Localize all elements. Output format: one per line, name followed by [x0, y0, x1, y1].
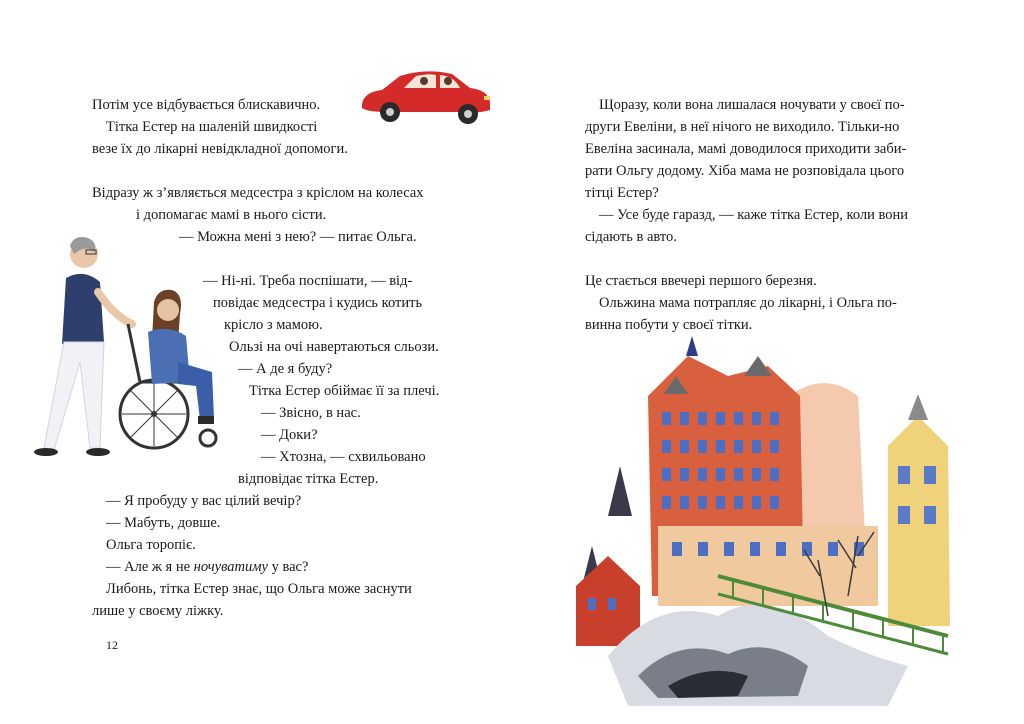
- text-line: Відразу ж з’являється медсестра з кріслом на колесах: [92, 185, 424, 201]
- text-line: Це стається ввечері першого березня.: [585, 273, 817, 289]
- nurse-wheelchair-illustration: [28, 232, 228, 460]
- text-line: — Доки?: [261, 427, 318, 443]
- text-line: Ольга торопіє.: [106, 537, 196, 553]
- text-line: — А де я буду?: [238, 361, 333, 377]
- text-line: рати Ольгу додому. Хіба мама не розповідала цього: [585, 163, 905, 179]
- text-line: — Я пробуду у вас цілий вечір?: [106, 493, 302, 509]
- text-line: Тітка Естер на шаленій швидкості: [106, 119, 318, 135]
- text-line: Ользі на очі навертаються сльози.: [229, 339, 439, 355]
- text-line: повідає медсестра і кудись котить: [213, 295, 423, 311]
- text-line: други Евеліни, в неї нічого не виходило. Тільки-но: [585, 119, 900, 135]
- text-line: і допомагає мамі в нього сісти.: [136, 207, 327, 223]
- text-line: Тітка Естер обіймає її за плечі.: [249, 383, 440, 399]
- text-line: лише у своєму ліжку.: [92, 603, 224, 619]
- right-page: [512, 0, 1024, 724]
- text-line: сідають в авто.: [585, 229, 677, 245]
- text-line: Ольжина мама потрапляє до лікарні, і Ольга по-: [599, 295, 897, 311]
- emphasis-word: ночуватиму: [193, 559, 268, 575]
- text-line: Евеліна засинала, мамі доводилося приходити заби-: [585, 141, 907, 157]
- text-line: — Звісно, в нас.: [261, 405, 361, 421]
- page-number: 12: [106, 638, 118, 652]
- text-line: винна побути у своєї тітки.: [585, 317, 753, 333]
- text-segment: — Але ж я не: [106, 559, 194, 575]
- text-line: — Ні-ні. Треба поспішати, — від-: [203, 273, 413, 289]
- text-line: — Мабуть, довше.: [106, 515, 221, 531]
- text-line: — Можна мені з нею? — питає Ольга.: [179, 229, 417, 245]
- text-segment: у вас?: [267, 559, 309, 575]
- text-line: — Усе буде гаразд, — каже тітка Естер, коли вони: [599, 207, 909, 223]
- text-line: Либонь, тітка Естер знає, що Ольга може заснути: [106, 581, 412, 597]
- text-line: [106, 556, 308, 578]
- text-line: крісло з мамою.: [224, 317, 323, 333]
- text-line: — Хтозна, — схвильовано: [261, 449, 426, 465]
- text-line: Потім усе відбувається блискавично.: [92, 97, 321, 113]
- text-line: відповідає тітка Естер.: [238, 471, 379, 487]
- city-buildings-illustration: [568, 336, 964, 706]
- text-line: тітці Естер?: [585, 185, 659, 201]
- text-line: везе їх до лікарні невідкладної допомоги.: [92, 141, 348, 157]
- text-line: Щоразу, коли вона лишалася ночувати у своєї по-: [599, 97, 905, 113]
- red-car-illustration: [356, 64, 496, 132]
